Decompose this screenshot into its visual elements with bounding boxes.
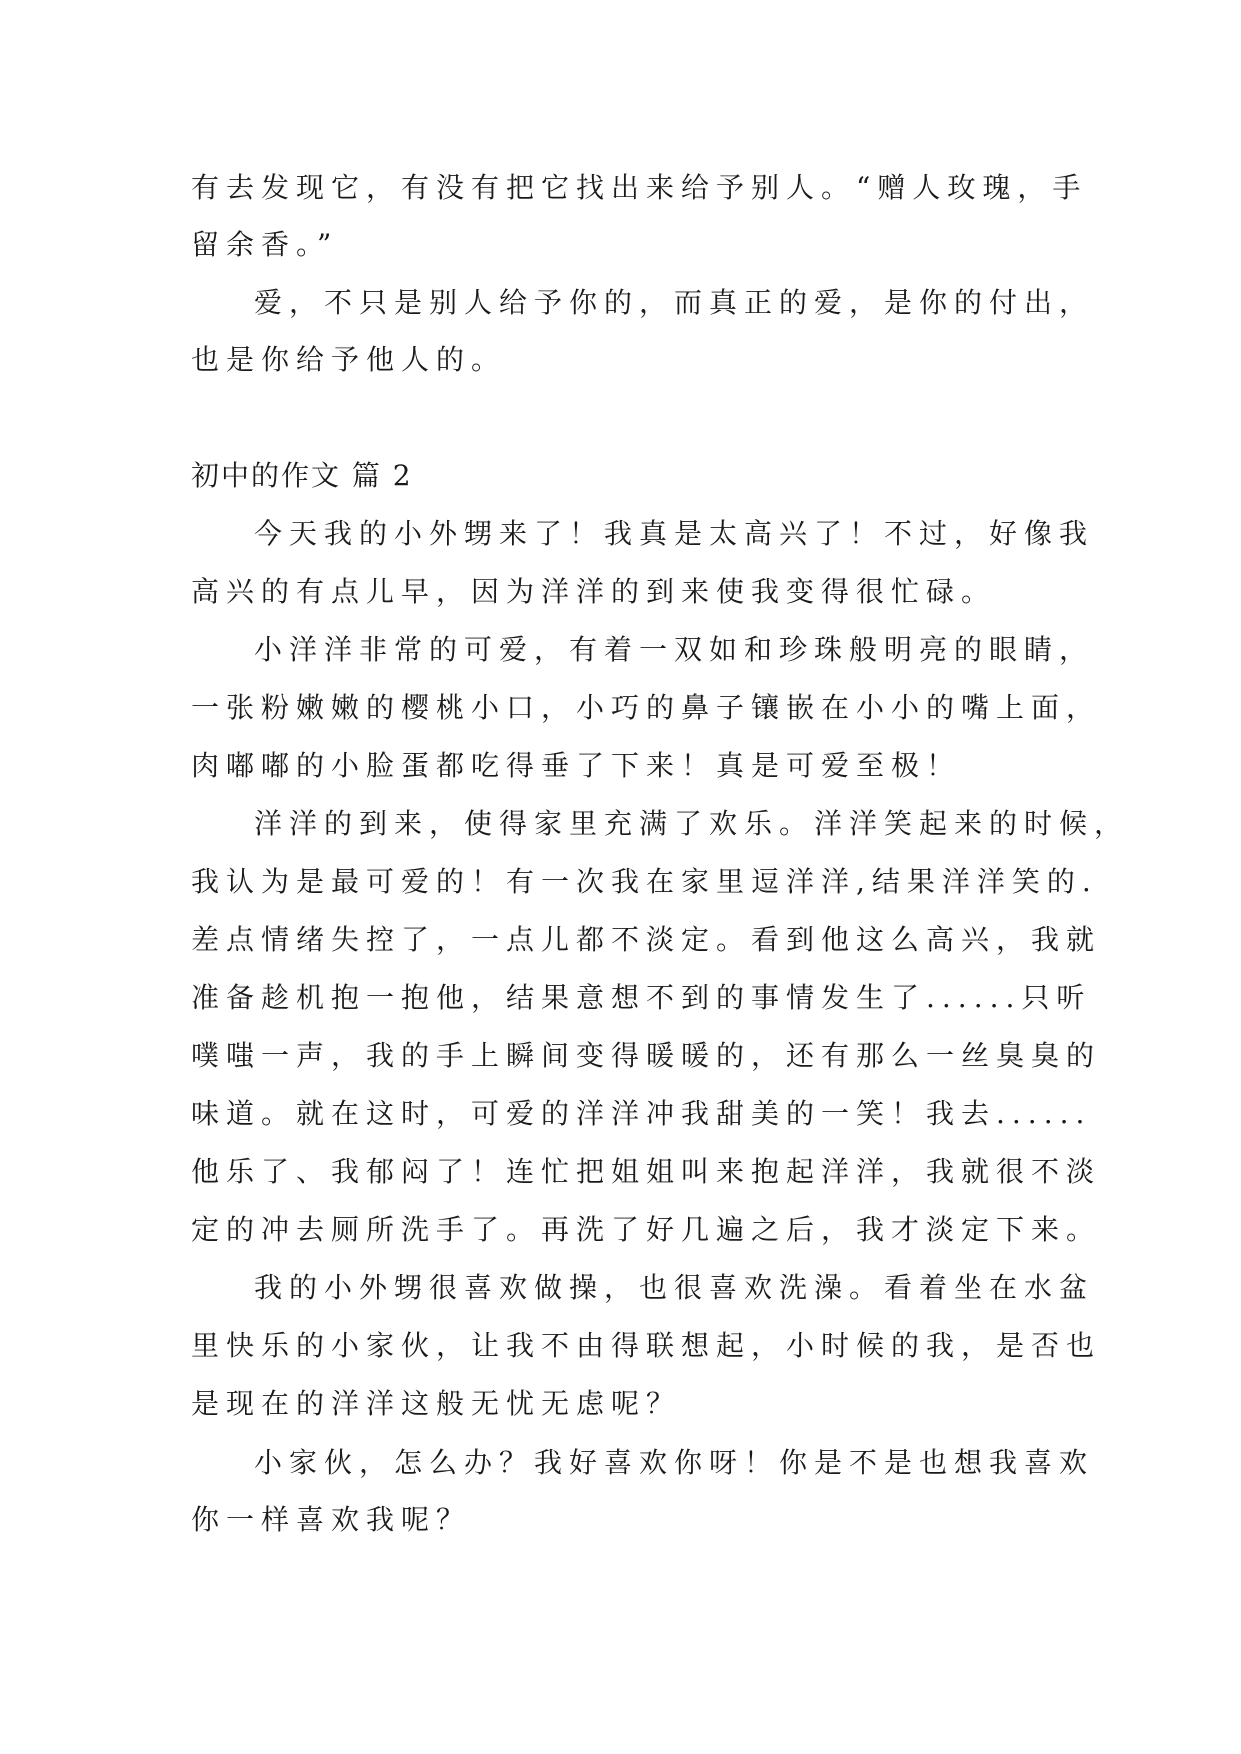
paragraph-start: 我的小外甥很喜欢做操，也很喜欢洗澡。看着坐在水盆 [254, 1271, 1095, 1304]
text-line: 你一样喜欢我呢？ [191, 1503, 472, 1536]
paragraph-start: 小家伙，怎么办？我好喜欢你呀！你是不是也想我喜欢 [254, 1446, 1095, 1479]
text-line: 是现在的洋洋这般无忧无虑呢？ [191, 1387, 682, 1420]
paragraph-start: 洋洋的到来，使得家里充满了欢乐。洋洋笑起来的时候， [254, 807, 1130, 840]
text-line: 噗嗤一声，我的手上瞬间变得暖暖的，还有那么一丝臭臭的 [191, 1039, 1102, 1072]
section-heading: 初中的作文 篇 2 [191, 459, 413, 492]
text-line: 定的冲去厕所洗手了。再洗了好几遍之后，我才淡定下来。 [191, 1213, 1102, 1246]
text-line: 也是你给予他人的。 [191, 343, 507, 376]
paragraph-start: 爱，不只是别人给予你的，而真正的爱，是你的付出， [254, 286, 1095, 319]
paragraph-start: 今天我的小外甥来了！我真是太高兴了！不过，好像我 [254, 517, 1095, 550]
text-line: 肉嘟嘟的小脸蛋都吃得垂了下来！真是可爱至极！ [191, 749, 962, 782]
text-line: 有去发现它，有没有把它找出来给予别人。“赠人玫瑰，手 [191, 171, 1088, 204]
text-line: 高兴的有点儿早，因为洋洋的到来使我变得很忙碌。 [191, 575, 997, 608]
text-line: 我认为是最可爱的！有一次我在家里逗洋洋,结果洋洋笑的. [191, 865, 1098, 898]
text-line: 里快乐的小家伙，让我不由得联想起，小时候的我，是否也 [191, 1329, 1102, 1362]
text-line: 一张粉嫩嫩的樱桃小口，小巧的鼻子镶嵌在小小的嘴上面， [191, 691, 1102, 724]
text-line: 准备趁机抱一抱他，结果意想不到的事情发生了......只听 [191, 981, 1092, 1014]
text-line: 味道。就在这时，可爱的洋洋冲我甜美的一笑！我去...... [191, 1097, 1092, 1130]
text-line: 留余香。” [191, 228, 339, 261]
text-line: 他乐了、我郁闷了！连忙把姐姐叫来抱起洋洋，我就很不淡 [191, 1155, 1102, 1188]
text-line: 差点情绪失控了，一点儿都不淡定。看到他这么高兴，我就 [191, 923, 1102, 956]
paragraph-start: 小洋洋非常的可爱，有着一双如和珍珠般明亮的眼睛， [254, 633, 1095, 666]
